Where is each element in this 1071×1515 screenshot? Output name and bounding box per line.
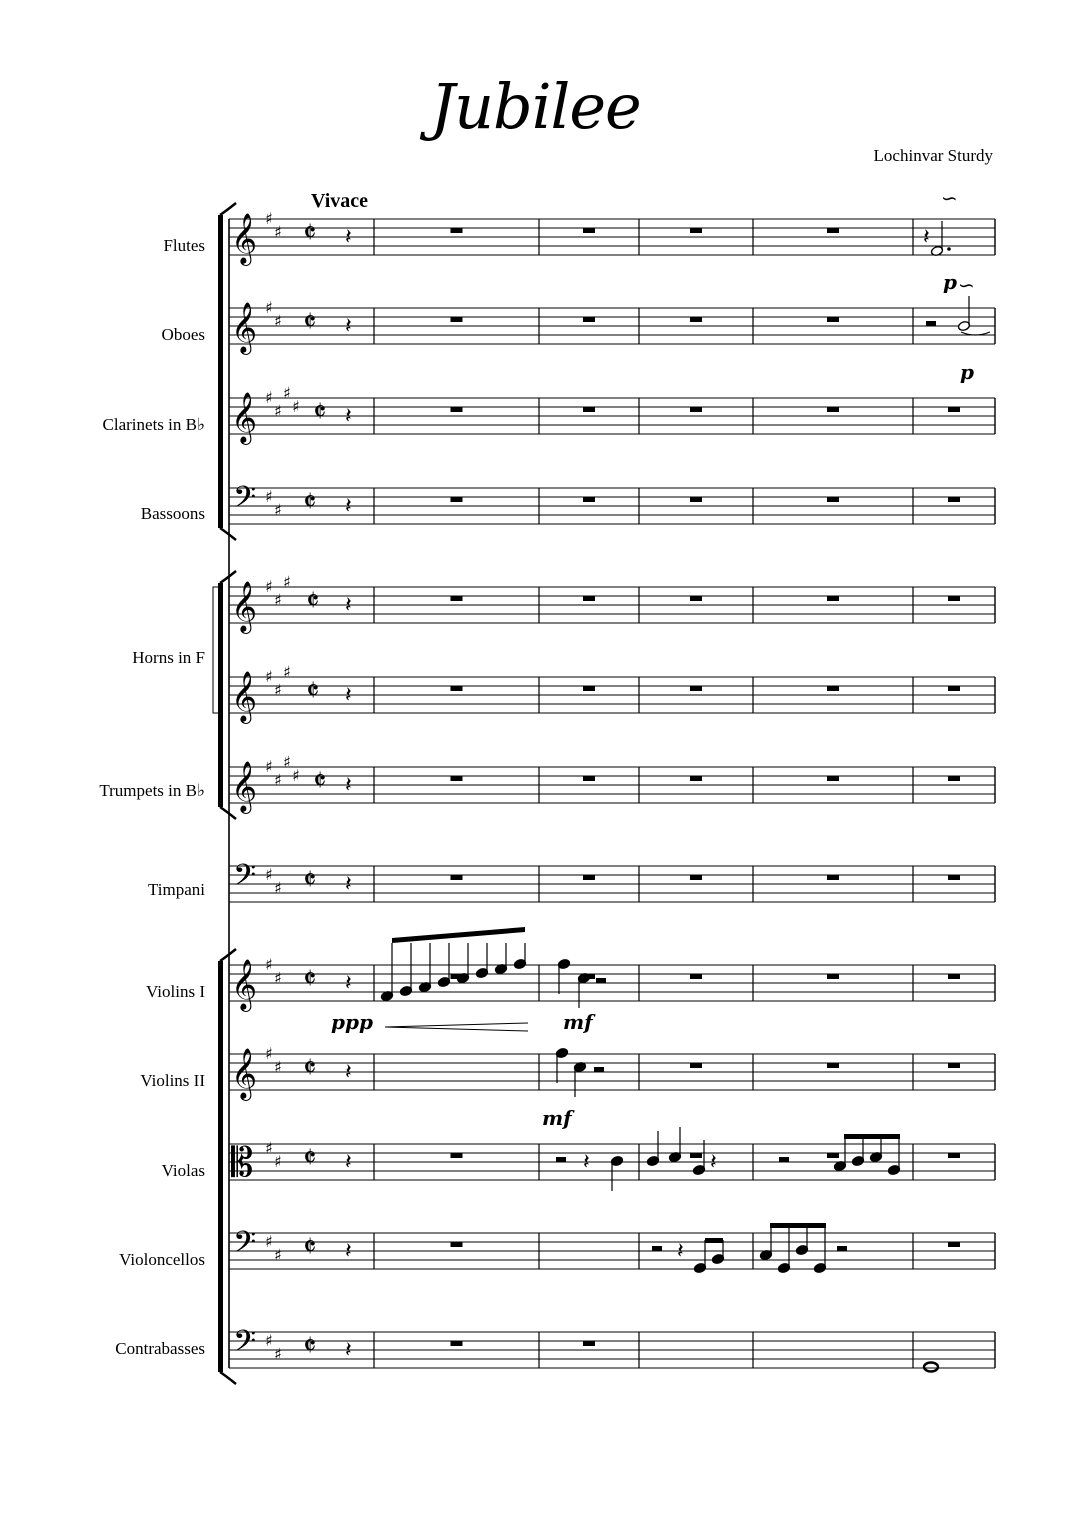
whole-rest xyxy=(690,686,702,691)
cut-time-icon: 𝄵 xyxy=(303,1230,317,1265)
sharp-icon: ♯ xyxy=(292,766,300,785)
whole-rest xyxy=(583,596,595,601)
whole-rest xyxy=(690,317,702,322)
sharp-icon: ♯ xyxy=(292,397,300,416)
quarter-rest-icon: 𝄽 xyxy=(583,1150,590,1175)
whole-rest xyxy=(451,1341,463,1346)
turn-icon: ∽ xyxy=(958,273,975,297)
cut-time-icon: 𝄵 xyxy=(306,584,320,619)
instrument-label: Violoncellos xyxy=(119,1250,205,1269)
whole-rest xyxy=(948,596,960,601)
whole-rest xyxy=(451,1242,463,1247)
beam xyxy=(705,1238,723,1243)
cut-time-icon: 𝄵 xyxy=(313,764,327,799)
whole-note xyxy=(924,1363,938,1372)
strings-bracket-bottom xyxy=(220,1372,236,1384)
treble-clef-icon: 𝄞 xyxy=(231,213,258,264)
whole-rest xyxy=(948,875,960,880)
sharp-icon: ♯ xyxy=(274,1344,282,1364)
whole-rest xyxy=(690,228,702,233)
whole-rest xyxy=(451,407,463,412)
quarter-rest-icon: 𝄽 xyxy=(345,683,352,708)
sharp-icon: ♯ xyxy=(274,770,282,790)
instrument-label: Flutes xyxy=(163,236,205,255)
whole-rest xyxy=(583,1341,595,1346)
whole-rest xyxy=(583,407,595,412)
quarter-rest-icon: 𝄽 xyxy=(677,1239,684,1264)
cut-time-icon: 𝄵 xyxy=(306,674,320,709)
brass-bracket xyxy=(218,583,223,807)
whole-rest xyxy=(827,1063,839,1068)
instrument-label: Bassoons xyxy=(140,504,205,523)
sharp-icon: ♯ xyxy=(265,1232,273,1251)
sharp-icon: ♯ xyxy=(283,383,291,403)
cut-time-icon: 𝄵 xyxy=(303,216,317,251)
quarter-rest-icon: 𝄽 xyxy=(345,872,352,897)
half-rest xyxy=(837,1246,847,1251)
half-rest xyxy=(779,1157,789,1162)
quarter-rest-icon: 𝄽 xyxy=(710,1150,717,1175)
sharp-icon: ♯ xyxy=(274,311,282,331)
treble-clef-icon: 𝄞 xyxy=(231,302,258,353)
whole-rest xyxy=(948,1242,960,1247)
whole-rest xyxy=(827,407,839,412)
whole-rest xyxy=(451,497,463,502)
beam xyxy=(770,1223,826,1228)
sharp-icon: ♯ xyxy=(265,1331,273,1350)
treble-clef-icon: 𝄞 xyxy=(231,761,258,812)
tempo-marking: Vivace xyxy=(311,190,369,212)
quarter-rest-icon: 𝄽 xyxy=(345,971,352,996)
whole-rest xyxy=(827,1153,839,1158)
whole-rest xyxy=(948,776,960,781)
sharp-icon: ♯ xyxy=(265,298,273,317)
treble-clef-icon: 𝄞 xyxy=(231,671,258,722)
sharp-icon: ♯ xyxy=(283,662,291,682)
whole-rest xyxy=(948,1063,960,1068)
quarter-rest-icon: 𝄽 xyxy=(345,1060,352,1085)
instrument-label: Violins I xyxy=(146,982,205,1001)
sharp-icon: ♯ xyxy=(274,680,282,700)
whole-rest xyxy=(948,1153,960,1158)
quarter-rest-icon: 𝄽 xyxy=(345,593,352,618)
beam xyxy=(844,1134,900,1139)
bass-clef-icon: 𝄢 xyxy=(233,1325,257,1366)
sharp-icon: ♯ xyxy=(274,1245,282,1265)
quarter-rest-icon: 𝄽 xyxy=(345,314,352,339)
cut-time-icon: 𝄵 xyxy=(303,485,317,520)
sharp-icon: ♯ xyxy=(283,752,291,772)
sharp-icon: ♯ xyxy=(265,1138,273,1158)
whole-rest xyxy=(451,1153,463,1158)
treble-clef-icon: 𝄞 xyxy=(231,959,258,1010)
dynamic-marking: p xyxy=(943,270,957,294)
whole-rest xyxy=(690,875,702,880)
sharp-icon: ♯ xyxy=(274,968,282,988)
whole-rest xyxy=(827,317,839,322)
whole-rest xyxy=(827,974,839,979)
cut-time-icon: 𝄵 xyxy=(303,1141,317,1176)
beam xyxy=(392,927,525,943)
sharp-icon: ♯ xyxy=(265,757,273,776)
whole-rest xyxy=(583,228,595,233)
sharp-icon: ♯ xyxy=(265,865,273,884)
cut-time-icon: 𝄵 xyxy=(313,395,327,430)
half-rest xyxy=(926,321,936,326)
whole-rest xyxy=(690,497,702,502)
quarter-rest-icon: 𝄽 xyxy=(923,225,930,250)
quarter-rest-icon: 𝄽 xyxy=(345,773,352,798)
sharp-icon: ♯ xyxy=(265,1044,273,1063)
sharp-icon: ♯ xyxy=(265,487,273,506)
cut-time-icon: 𝄵 xyxy=(303,1329,317,1364)
whole-rest xyxy=(583,686,595,691)
half-rest xyxy=(594,1067,604,1072)
quarter-rest-icon: 𝄽 xyxy=(345,1338,352,1363)
sharp-icon: ♯ xyxy=(274,1152,282,1171)
cut-time-icon: 𝄵 xyxy=(303,863,317,898)
instrument-label: Violas xyxy=(161,1161,205,1180)
whole-rest xyxy=(690,407,702,412)
whole-rest xyxy=(948,686,960,691)
whole-rest xyxy=(690,1153,702,1158)
half-rest xyxy=(556,1157,566,1162)
whole-rest xyxy=(690,596,702,601)
sharp-icon: ♯ xyxy=(265,388,273,407)
whole-rest xyxy=(827,596,839,601)
bass-clef-icon: 𝄢 xyxy=(233,1226,257,1267)
instrument-label: Clarinets in B♭ xyxy=(102,415,205,434)
dynamic-marking: mf xyxy=(563,1010,593,1034)
whole-rest xyxy=(451,228,463,233)
strings-bracket xyxy=(218,961,223,1372)
dynamic-marking: ppp xyxy=(331,1010,373,1034)
whole-rest xyxy=(690,1063,702,1068)
instrument-label: Contrabasses xyxy=(115,1339,205,1358)
quarter-rest-icon: 𝄽 xyxy=(345,225,352,250)
instrument-label: Trumpets in B♭ xyxy=(99,781,205,800)
sharp-icon: ♯ xyxy=(265,209,273,228)
whole-rest xyxy=(827,228,839,233)
instrument-label: Horns in F xyxy=(132,648,205,667)
sharp-icon: ♯ xyxy=(274,222,282,242)
whole-rest xyxy=(690,776,702,781)
woodwind-bracket-bottom xyxy=(220,528,236,540)
cut-time-icon: 𝄵 xyxy=(303,1051,317,1086)
whole-rest xyxy=(451,875,463,880)
sharp-icon: ♯ xyxy=(274,401,282,421)
sharp-icon: ♯ xyxy=(274,500,282,520)
whole-rest xyxy=(827,497,839,502)
quarter-rest-icon: 𝄽 xyxy=(345,1150,352,1175)
instrument-label: Violins II xyxy=(140,1071,205,1090)
quarter-rest-icon: 𝄽 xyxy=(345,404,352,429)
turn-icon: ∽ xyxy=(941,186,958,210)
whole-rest xyxy=(827,875,839,880)
crescendo-hairpin xyxy=(385,1023,528,1031)
dynamic-marking: mf xyxy=(542,1106,572,1130)
woodwind-bracket xyxy=(218,215,223,528)
sharp-icon: ♯ xyxy=(274,1057,282,1077)
whole-rest xyxy=(583,317,595,322)
sharp-icon: ♯ xyxy=(274,878,282,898)
half-rest xyxy=(596,978,606,983)
treble-clef-icon: 𝄞 xyxy=(231,1048,258,1099)
whole-rest xyxy=(583,497,595,502)
sharp-icon: ♯ xyxy=(283,572,291,592)
score-title: Jubilee xyxy=(430,70,641,143)
whole-rest xyxy=(451,317,463,322)
whole-rest xyxy=(948,407,960,412)
sharp-icon: ♯ xyxy=(265,955,273,974)
quarter-rest-icon: 𝄽 xyxy=(345,1239,352,1264)
sharp-icon: ♯ xyxy=(265,577,273,596)
sharp-icon: ♯ xyxy=(274,590,282,610)
whole-rest xyxy=(948,974,960,979)
quarter-rest-icon: 𝄽 xyxy=(345,494,352,519)
bass-clef-icon: 𝄢 xyxy=(233,859,257,900)
cut-time-icon: 𝄵 xyxy=(303,962,317,997)
treble-clef-icon: 𝄞 xyxy=(231,581,258,632)
treble-clef-icon: 𝄞 xyxy=(231,392,258,443)
sharp-icon: ♯ xyxy=(265,667,273,686)
whole-rest xyxy=(827,776,839,781)
instrument-label: Oboes xyxy=(161,325,205,344)
dot xyxy=(947,247,951,251)
whole-rest xyxy=(451,686,463,691)
whole-rest xyxy=(827,686,839,691)
dynamic-marking: p xyxy=(960,360,974,384)
whole-rest xyxy=(948,497,960,502)
half-rest xyxy=(652,1246,662,1251)
whole-rest xyxy=(583,875,595,880)
alto-clef-icon: 𝄡 xyxy=(231,1140,254,1186)
composer-name: Lochinvar Sturdy xyxy=(873,146,993,165)
bass-clef-icon: 𝄢 xyxy=(233,481,257,522)
whole-rest xyxy=(583,776,595,781)
whole-rest xyxy=(451,776,463,781)
whole-rest xyxy=(451,596,463,601)
cut-time-icon: 𝄵 xyxy=(303,305,317,340)
whole-rest xyxy=(690,974,702,979)
instrument-label: Timpani xyxy=(147,880,205,899)
